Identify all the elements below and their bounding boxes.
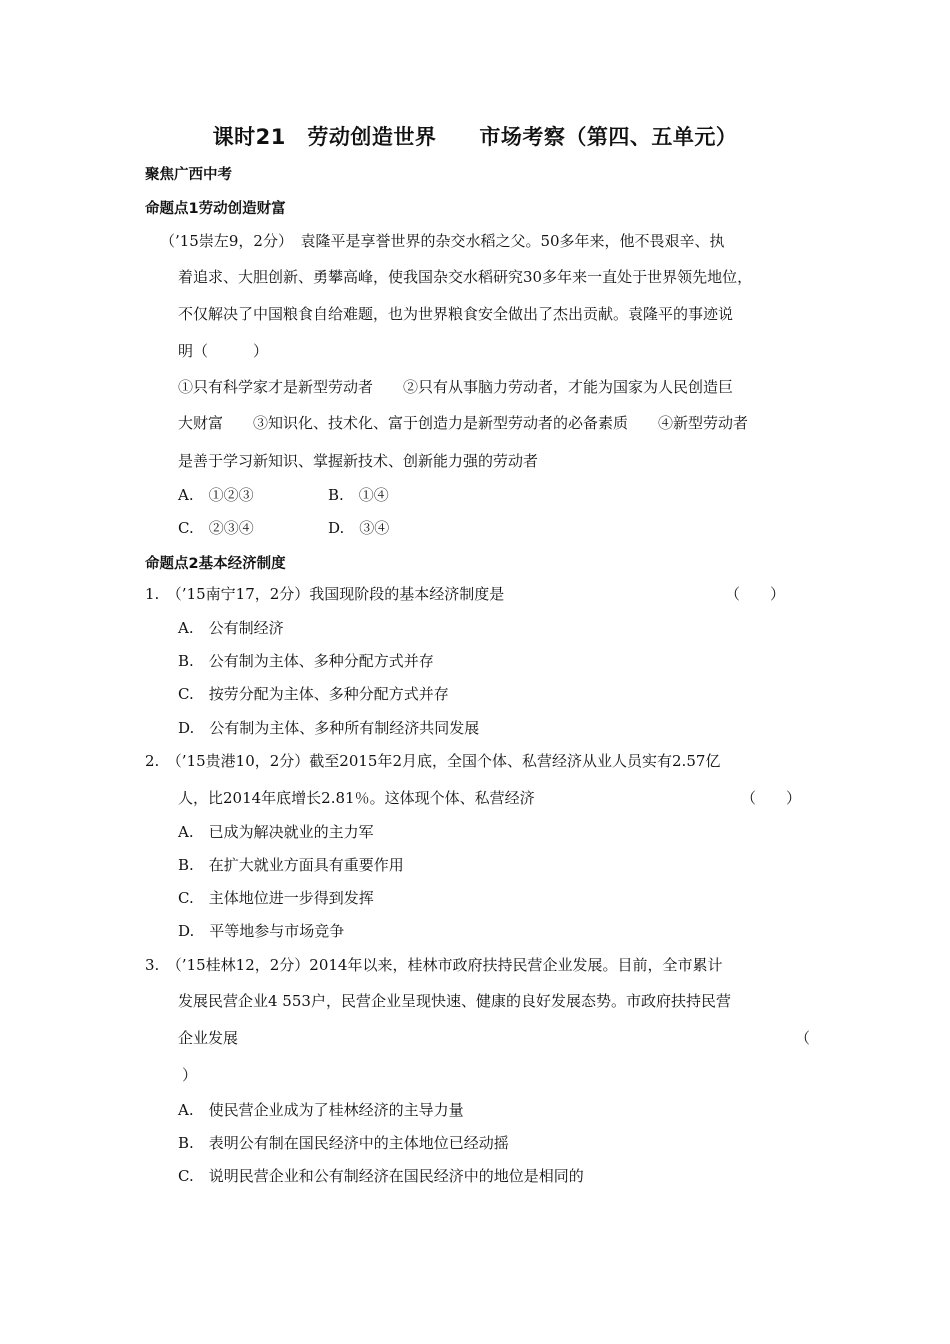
q1-option-a: A. 公有制经济 (178, 619, 284, 637)
page-title: 课时21 劳动创造世界 市场考察（第四、五单元） (212, 125, 738, 149)
topic1-stem-line3: 不仅解决了中国粮食自给难题，也为世界粮食安全做出了杰出贡献。袁隆平的事迹说 (178, 305, 734, 323)
q3-stem-line3: 企业发展 (178, 1029, 239, 1047)
section-heading: 聚焦广西中考 (145, 167, 232, 183)
q1-answer-paren: （ ） (725, 585, 786, 603)
topic1-statements-line1: ①只有科学家才是新型劳动者 ②只有从事脑力劳动者，才能为国家为人民创造巨 (178, 378, 734, 396)
q2-option-b: B. 在扩大就业方面具有重要作用 (178, 856, 404, 874)
topic1-stem-line1: （’15崇左9，2分） 袁隆平是享誉世界的杂交水稻之父。50多年来，他不畏艰辛、执 (160, 232, 725, 250)
q3-answer-paren-open: （ (795, 1029, 811, 1047)
q2-stem-line2: 人，比2014年底增长2.81％。这体现个体、私营经济 (178, 789, 535, 807)
topic1-option-b: B. ①④ (328, 486, 389, 504)
q1-option-d: D. 公有制为主体、多种所有制经济共同发展 (178, 719, 480, 737)
topic1-option-a: A. ①②③ (178, 486, 254, 504)
q3-option-b: B. 表明公有制在国民经济中的主体地位已经动摇 (178, 1134, 509, 1152)
q2-option-d: D. 平等地参与市场竞争 (178, 922, 345, 940)
q3-stem-line1: 3. （’15桂林12，2分）2014年以来，桂林市政府扶持民营企业发展。目前，全市累计 (145, 956, 723, 974)
topic1-statements-line3: 是善于学习新知识、掌握新技术、创新能力强的劳动者 (178, 452, 539, 470)
topic1-stem-line2: 着追求、大胆创新、勇攀高峰，使我国杂交水稻研究30多年来一直处于世界领先地位， (178, 268, 753, 286)
q1-stem: 1. （’15南宁17，2分）我国现阶段的基本经济制度是 (145, 585, 505, 603)
q1-option-c: C. 按劳分配为主体、多种分配方式并存 (178, 685, 449, 703)
topic1-option-c: C. ②③④ (178, 519, 254, 537)
topic1-statements-line2: 大财富 ③知识化、技术化、富于创造力是新型劳动者的必备素质 ④新型劳动者 (178, 414, 749, 432)
q2-stem-line1: 2. （’15贵港10，2分）截至2015年2月底，全国个体、私营经济从业人员实有2.57亿 (145, 752, 721, 770)
q3-option-a: A. 使民营企业成为了桂林经济的主导力量 (178, 1101, 464, 1119)
topic1-option-d: D. ③④ (328, 519, 390, 537)
topic1-heading: 命题点1劳动创造财富 (145, 201, 286, 217)
q3-option-c: C. 说明民营企业和公有制经济在国民经济中的地位是相同的 (178, 1167, 584, 1185)
q2-option-a: A. 已成为解决就业的主力军 (178, 823, 374, 841)
q1-option-b: B. 公有制为主体、多种分配方式并存 (178, 652, 434, 670)
topic2-heading: 命题点2基本经济制度 (145, 556, 286, 572)
q2-option-c: C. 主体地位进一步得到发挥 (178, 889, 374, 907)
topic1-stem-line4: 明（ ） (178, 342, 269, 360)
q3-stem-line2: 发展民营企业4 553户，民营企业呈现快速、健康的良好发展态势。市政府扶持民营 (178, 992, 731, 1010)
q3-answer-paren-close: ） (182, 1066, 198, 1084)
q2-answer-paren: （ ） (741, 789, 802, 807)
